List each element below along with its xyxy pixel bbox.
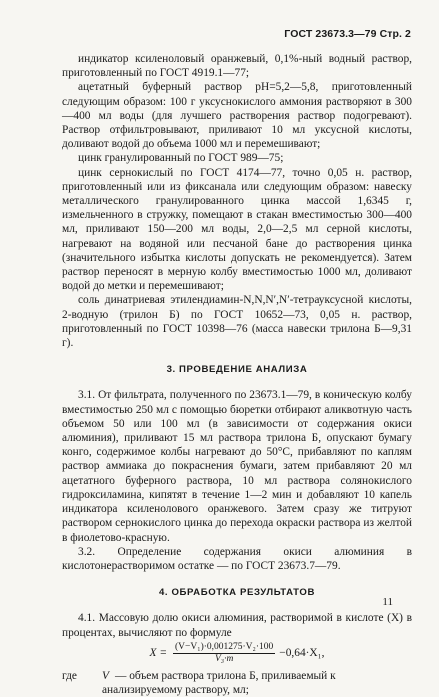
paragraph: соль динатриевая этилендиамин-N,N,N′,N′-тетрауксусной кислоты, 2-водную (трилон Б) по ГОСТ 10652—73, 0,05 н. раствор, приготовленный по ГОСТ 10398—76 (масса навески трилона Б—9,31 г).	[62, 294, 412, 350]
formula	[62, 642, 412, 665]
page-number: 11	[382, 596, 393, 608]
where-variable: V	[102, 669, 109, 682]
formula-denominator: V₃·m	[214, 653, 234, 664]
where-definition: — объем раствора трилона Б, приливаемый к анализируемому раствору, мл;	[102, 669, 336, 696]
formula-fraction	[173, 642, 275, 665]
where-text-block	[102, 669, 412, 697]
where-label: где	[62, 669, 77, 682]
paragraph: цинк гранулированный по ГОСТ 989—75;	[78, 152, 284, 165]
section-4-title: 4. ОБРАБОТКА РЕЗУЛЬТАТОВ	[159, 587, 315, 599]
paragraph: 3.1. От фильтрата, полученного по 23673.1—79, в коническую колбу вместимостью 250 мл с помощью бюретки отбирают аликвотную часть объемом 50 или 100 мл (в зависимости от содержания окиси алюминия), приливают 15 мл раствора трилона Б, опускают бумагу конго, содержимое колбы нагревают до 50°С, прибавляют по каплям раствор аммиака до покраснения бумаги, затем прибавляют 20 мл ацетатного буферного раствора, 10 мл раствора солянокислого гидроксиламина, кипятят в течение 1—2 мин и добавляют 10 капель индикатора ксиленолового оранжевого. Затем сразу же титруют раствором сернокислого цинка до перехода окраски раствора из желтой в фиолетово-красную.	[62, 389, 412, 544]
section-3-title: 3. ПРОВЕДЕНИЕ АНАЛИЗА	[166, 364, 308, 376]
paragraph: индикатор ксиленоловый оранжевый, 0,1%-ный водный раствор, приготовленный по ГОСТ 4919.1—77;	[62, 53, 412, 80]
page-header: ГОСТ 23673.3—79 Стр. 2	[284, 28, 411, 40]
formula-numerator: (V−V₁)·0,001275·V₂·100	[175, 641, 274, 652]
paragraph: 3.2. Определение содержания окиси алюминия в кислотонерастворимом остатке — по ГОСТ 23673.7—79.	[62, 545, 412, 572]
paragraph: цинк сернокислый по ГОСТ 4174—77, точно 0,05 н. раствор, приготовленный или из фиксанала или следующим образом: навеску металлического гранулированного цинка массой 1,6345 г, измельченного в стружку, помещают в стакан вместимостью 300—400 мл, приливают 150—200 мл воды, 2,0—2,5 мл серной кислоты, нагревают на водяной или песчаной бане до растворения цинка (значительного избытка кислоты допускать не рекомендуется). Затем раствор переносят в мерную колбу вместимостью 1000 мл, доливают водой до метки и перемешивают;	[62, 166, 412, 293]
document-body	[62, 52, 412, 697]
paragraph: 4.1. Массовую долю окиси алюминия, растворимой в кислоте (X) в процентах, вычисляют по формуле	[62, 612, 412, 639]
where-clause	[62, 669, 412, 697]
formula-lhs: X =	[149, 647, 168, 660]
formula-tail: −0,64·X₁,	[279, 647, 325, 660]
paragraph: ацетатный буферный раствор pH=5,2—5,8, приготовленный следующим образом: 100 г уксуснокислого аммония растворяют в 300—400 мл воды (для лучшего растворения раствор подогревают). Раствор отфильтровывают, приливают 10 мл уксусной кислоты, доливают водой до объема 1000 мл и перемешивают;	[62, 81, 412, 151]
